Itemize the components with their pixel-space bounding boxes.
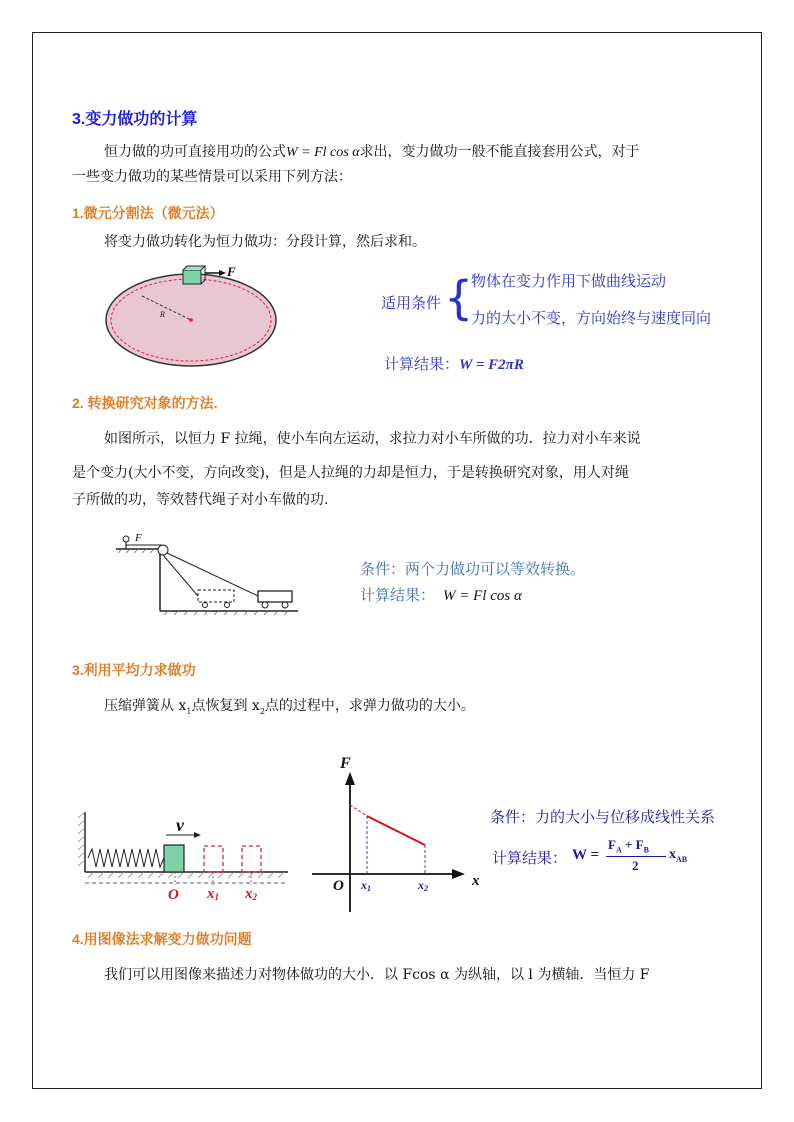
result-numerator	[608, 837, 649, 855]
spring-x1-text: x	[207, 886, 215, 902]
graph-x2-sub: 2	[424, 884, 428, 893]
result-x-text: x	[669, 847, 676, 862]
method3-desc-sub1: 1	[186, 706, 192, 716]
method4-desc: 我们可以用图像来描述力对物体做功的大小．以 Fcos α 为纵轴，以 l 为横轴．当恒力 F	[104, 967, 650, 983]
method2-para-1: 如图所示，以恒力 F 拉绳，使小车向左运动，求拉力对小车所做的功．拉力对小车来说	[104, 431, 641, 447]
method4-title: 4.用图像法求解变力做功问题	[72, 931, 252, 947]
graph-x1-label	[360, 878, 371, 893]
method3-result-label: 计算结果：	[492, 849, 568, 867]
result-2-label: 计算结果：	[360, 586, 436, 604]
result-x	[669, 847, 687, 864]
fraction-bar	[606, 856, 666, 857]
result-plus: + F	[621, 837, 644, 852]
result-W: W =	[572, 847, 600, 863]
method3-desc-sub2: 2	[259, 706, 265, 716]
graph-force-line	[367, 816, 425, 845]
intro-formula: W = Fl cos α	[286, 145, 360, 160]
graph-O-label: O	[333, 878, 344, 894]
method2-para-3: 子所做的功，等效替代绳子对小车做的功.	[72, 492, 329, 508]
result-2-formula: W = Fl cos α	[443, 588, 522, 604]
graph-x1-sub: 1	[367, 884, 371, 893]
method3-desc-b: 点恢复到 x	[191, 698, 260, 714]
method2-condition: 条件：两个力做功可以等效转换。	[360, 560, 586, 578]
condition-label: 适用条件	[381, 294, 442, 312]
method1-desc: 将变力做功转化为恒力做功：分段计算，然后求和。	[104, 234, 426, 250]
graph-x2-text: x	[418, 878, 424, 892]
velocity-label: v	[176, 815, 184, 835]
result-num-F: F	[608, 837, 616, 852]
graph-y-arrowhead	[345, 772, 355, 785]
intro-text-b: 求出，变力做功一般不能直接套用公式，对于	[359, 144, 640, 160]
result-1-label: 计算结果：	[384, 355, 460, 373]
method3-desc-c: 点的过程中，求弹力做功的大小。	[264, 698, 475, 714]
method1-title: 1.微元分割法（微元法）	[72, 205, 224, 221]
graph-F-label: F	[340, 755, 351, 772]
result-num-B: B	[643, 845, 649, 855]
spring-x1-sub: 1	[214, 892, 219, 902]
condition-1: 物体在变力作用下做曲线运动	[471, 272, 667, 290]
result-num-A: A	[615, 845, 622, 855]
method3-desc-a: 压缩弹簧从 x	[104, 698, 187, 714]
graph-extension-dashed	[350, 805, 367, 816]
intro-line-2: 一些变力做功的某些情景可以采用下列方法：	[72, 169, 352, 185]
method3-condition: 条件：力的大小与位移成线性关系	[490, 808, 716, 826]
result-x-sub: AB	[676, 854, 688, 864]
spring-origin-label: O	[168, 887, 179, 903]
force-label-F: F	[227, 264, 236, 279]
method2-para-2: 是个变力(大小不变，方向改变)，但是人拉绳的力却是恒力，于是转换研究对象，用人对绳	[72, 465, 629, 481]
section-title: 3.变力做功的计算	[72, 111, 198, 128]
condition-2: 力的大小不变，方向始终与速度同向	[471, 309, 712, 327]
intro-text-a: 恒力做的功可直接用功的公式	[104, 144, 286, 160]
graph-x2-label	[417, 878, 428, 893]
force-label-F2: F	[135, 532, 142, 544]
graph-x1-text: x	[361, 878, 367, 892]
brace-icon: {	[444, 271, 474, 325]
radius-label-R: R	[160, 310, 165, 319]
method3-title: 3.利用平均力求做功	[72, 662, 196, 678]
graph-x-label: x	[472, 873, 480, 889]
spring-x2-sub: 2	[252, 892, 257, 902]
result-1-formula: W = F2πR	[459, 357, 524, 373]
spring-x2-text: x	[245, 886, 253, 902]
method2-title: 2. 转换研究对象的方法.	[72, 395, 218, 411]
graph-x-arrowhead	[452, 869, 465, 879]
result-denominator: 2	[632, 858, 639, 873]
